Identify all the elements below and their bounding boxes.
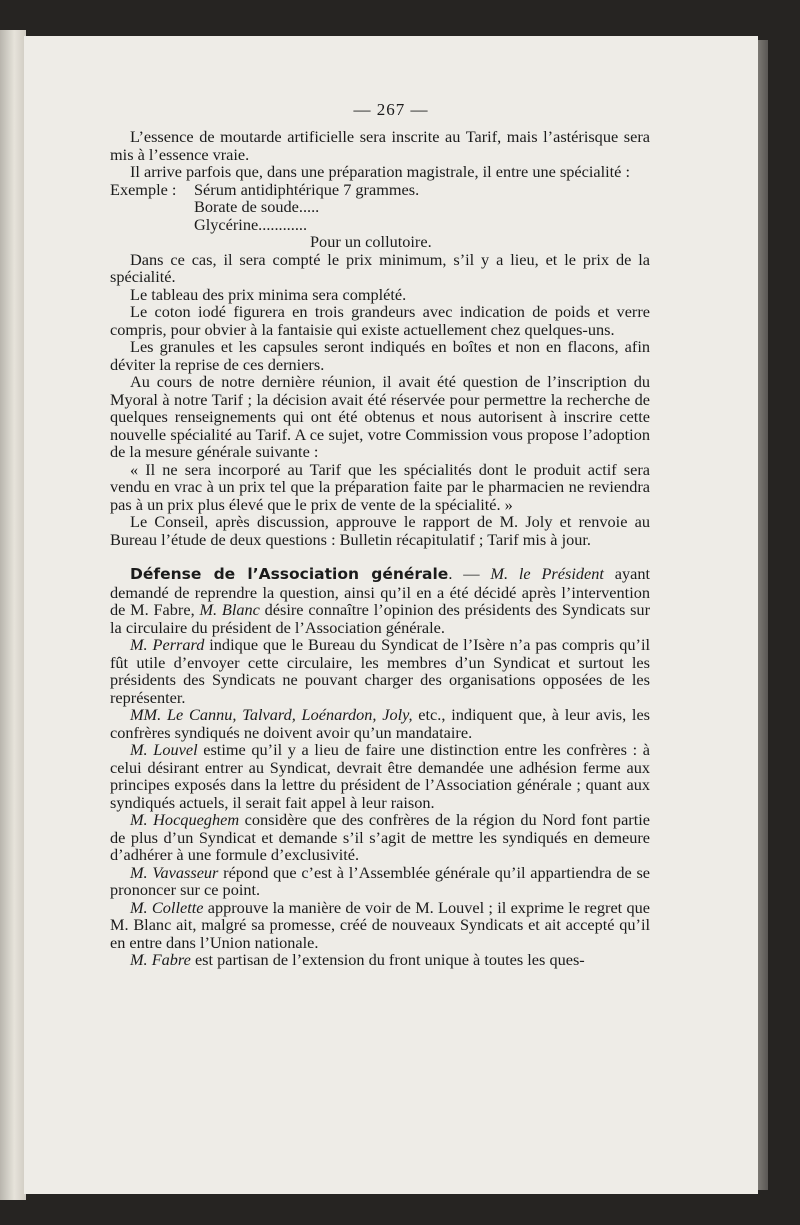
document-page	[24, 36, 758, 1194]
section-heading: Défense de l’Association générale	[130, 565, 449, 583]
speech-text: etc., indiquent que, à leur avis, les confrères syndiqués ne doivent avoir qu’un mandataire.	[110, 705, 651, 742]
example-line-1	[110, 181, 650, 199]
speaker-name: M. Blanc	[199, 600, 260, 619]
discussion-paragraph	[110, 951, 650, 969]
speaker-name: M. Hocqueghem	[130, 810, 240, 829]
example-item: Sérum antidiphtérique 7 grammes.	[194, 179, 420, 199]
speech-text: indique que le Bureau du Syndicat de l’Isère n’a pas compris qu’il fût utile d’envoyer cette circulaire, les membres d’un Syndicat et surtout les présidents des Syndicats ne pouvant charger des organisations opposées de les représenter.	[110, 635, 650, 707]
binding-edge	[0, 30, 26, 1200]
paragraph: Le tableau des prix minima sera complété.	[130, 284, 407, 304]
paragraph: Au cours de notre dernière réunion, il avait été question de l’inscription du Myoral à notre Tarif ; la décision avait été réservée pour permettre la recherche de quelques renseignements qui ont été obtenus et nous autorisent à inscrire cette nouvelle spécialité au Tarif. A ce sujet, votre Commission vous propose l’adoption de la mesure générale suivante :	[110, 372, 650, 461]
discussion-paragraph	[110, 811, 650, 864]
discussion-paragraph	[110, 706, 650, 741]
paragraph: Le Conseil, après discussion, approuve le rapport de M. Joly et renvoie au Bureau l’étude de deux questions : Bulletin récapitulatif ; Tarif mis à jour.	[110, 512, 650, 549]
speech-text: désire connaître l’opinion des présidents des Syndicats sur la circulaire du président de l’Association générale.	[110, 600, 650, 637]
speech-text: approuve la manière de voir de M. Louvel ; il exprime le regret que M. Blanc ait, malgré sa promesse, créé de nouveaux Syndicats et ait accepté qu’il en entre dans l’Union nationale.	[110, 897, 650, 952]
paragraph: Dans ce cas, il sera compté le prix minimum, s’il y a lieu, et le prix de la spécialité.	[110, 249, 650, 286]
example-label: Exemple :	[110, 179, 177, 199]
speaker-name: M. le Président	[490, 564, 604, 583]
example-line-4	[110, 233, 650, 251]
example-item: Pour un collutoire.	[310, 232, 432, 251]
section-paragraph	[110, 565, 650, 636]
speaker-name: M. Collette	[130, 897, 204, 917]
speaker-name: M. Louvel	[130, 740, 198, 759]
speech-text: ayant demandé de reprendre la question, ainsi qu’il en a été décidé après l’intervention de M. Fabre,	[110, 564, 651, 619]
example-item: Borate de soude.....	[194, 197, 320, 216]
page-body	[110, 128, 650, 969]
discussion-paragraph	[110, 741, 650, 811]
example-line-2	[110, 198, 650, 216]
speaker-name: M. Fabre	[130, 950, 191, 969]
paragraph: Le coton iodé figurera en trois grandeurs avec indication de poids et verre compris, pour obvier à la fantaisie qui existe actuellement chez quelques-uns.	[110, 302, 650, 339]
heading-dash: . —	[448, 564, 491, 583]
speaker-name: M. Perrard	[130, 635, 205, 654]
example-line-3	[110, 216, 650, 234]
page-number: — 267 —	[353, 100, 429, 119]
discussion-paragraph	[110, 636, 650, 706]
speaker-name: M. Vavasseur	[130, 862, 219, 882]
speech-text: estime qu’il y a lieu de faire une distinction entre les confrères : à celui désirant entrer au Syndicat, devrait être demandée une adhésion ferme aux principes exposés dans la lettre du président de l’Association générale ; quant aux syndiqués actuels, il serait fait appel à leur raison.	[110, 740, 651, 812]
quoted-resolution: « Il ne sera incorporé au Tarif que les spécialités dont le produit actif sera vendu en vrac à un prix tel que la préparation faite par le pharmacien ne reviendra pas à un prix plus élevé que le prix de vente de la spécialité. »	[110, 459, 650, 514]
paragraph: Il arrive parfois que, dans une préparation magistrale, il entre une spécialité :	[130, 162, 630, 181]
speech-text: considère que des confrères de la région du Nord font partie de plus d’un Syndicat et demande s’il s’agit de mettre les syndiqués en demeure d’adhérer à une formule d’exclusivité.	[110, 810, 650, 864]
speech-text: est partisan de l’extension du front unique à toutes les ques-	[190, 950, 585, 969]
discussion-paragraph	[110, 864, 650, 899]
discussion-paragraph	[110, 899, 650, 952]
paragraph: L’essence de moutarde artificielle sera inscrite au Tarif, mais l’astérisque sera mis à l’essence vraie.	[110, 127, 650, 164]
example-item: Glycérine............	[194, 214, 308, 234]
speaker-name: MM. Le Cannu, Talvard, Loénardon, Joly,	[130, 705, 413, 724]
paragraph: Les granules et les capsules seront indiqués en boîtes et non en flacons, afin déviter la reprise de ces derniers.	[110, 337, 650, 374]
speech-text: répond que c’est à l’Assemblée générale qu’il appartiendra de se prononcer sur ce point.	[110, 862, 651, 899]
